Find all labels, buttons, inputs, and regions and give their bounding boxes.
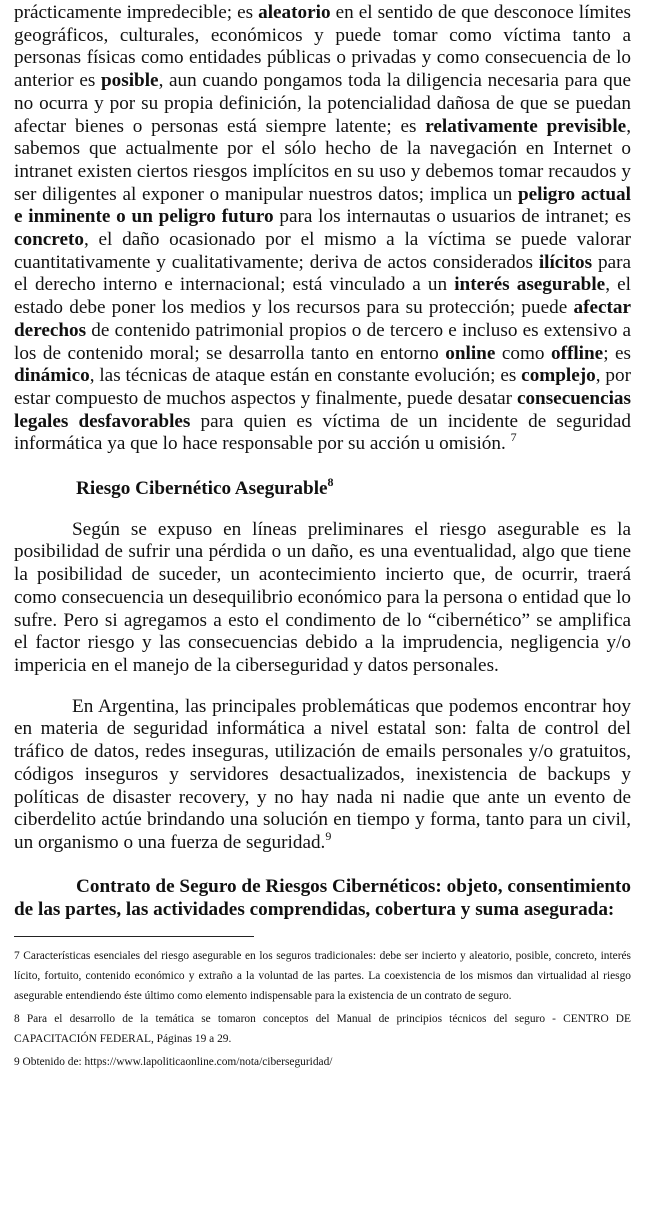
text-run: En Argentina, las principales problemáticas que podemos encontrar hoy en materia de seguridad informática a nivel estatal son: falta de control del tráfico de datos, redes inseguras, utilización de emails personales y/o gratuitos, códigos inseguros y servidores desactualizados, inexistencia de backups y políticas de disaster recovery, y no hay nada ni nadie que ante un evento de ciberdelito actúe brindando una solución en tiempo y forma, tanto para un civil, un organismo o una fuerza de seguridad.: [14, 695, 631, 853]
bold-term: offline: [550, 342, 604, 364]
text-run: para el derecho interno e internacional; está vinculado a un: [14, 251, 631, 296]
footnote-ref-7[interactable]: 7: [510, 430, 517, 445]
bold-term: ilícitos: [538, 251, 593, 273]
document-page: [14, 0, 631, 1072]
text-run: , aun cuando pongamos toda la diligencia necesaria para que no ocurra y por su propia definición, la potencialidad dañosa de que se puedan afectar bienes o personas está siempre latente; es: [14, 70, 631, 137]
paragraph-argentina-problems: [14, 696, 631, 855]
text-run: de contenido patrimonial propios o de tercero e incluso es extensivo a los de contenido moral; se desarrolla tanto en entorno: [14, 319, 631, 364]
footnote-ref-9[interactable]: 9: [325, 828, 332, 843]
bold-term: posible: [100, 70, 159, 92]
bold-term: peligro actual e inminente o un peligro futuro: [14, 183, 631, 228]
text-run: , por estar compuesto de muchos aspectos y finalmente, puede desatar: [14, 365, 631, 409]
text-run: para los internautas o usuarios de intranet; es: [273, 206, 632, 228]
footnote-7: 7 Características esenciales del riesgo asegurable en los seguros tradicionales: debe ser incierto y aleatorio, posible, concreto, interés lícito, fortuito, contenido económico y extraño a la voluntad de las partes. La coexistencia de los mismos dan virtualidad al riesgo asegurable entendiendo éste último como elemento indispensable para la existencia de un contrato de seguro.: [14, 949, 631, 1002]
footnote-ref-8[interactable]: 8: [327, 475, 334, 490]
bold-term: concreto: [14, 229, 84, 251]
bold-term: afectar derechos: [14, 297, 631, 341]
footnote-9: 9 Obtenido de: https://www.lapoliticaonline.com/nota/ciberseguridad/: [14, 1055, 333, 1068]
footnotes: [14, 946, 631, 1072]
bold-term: relativamente previsible: [425, 115, 627, 137]
text-run: , las técnicas de ataque están en constante evolución; es: [89, 365, 522, 387]
section-heading-contrato: Contrato de Seguro de Riesgos Cibernéticos: objeto, consentimiento de las partes, las actividades comprendidas, cobertura y suma asegurada:: [14, 875, 631, 920]
bold-term: consecuencias legales desfavorables: [14, 387, 631, 432]
footnote-separator: [14, 936, 254, 937]
bold-term: complejo: [521, 365, 596, 387]
paragraph-risk-characteristics: [14, 2, 631, 456]
text-run: como: [495, 342, 551, 364]
footnote-8: 8 Para el desarrollo de la temática se tomaron conceptos del Manual de principios técnicos del seguro - CENTRO DE CAPACITACIÓN FEDERAL, Páginas 19 a 29.: [14, 1012, 631, 1045]
text-run: prácticamente impredecible; es: [14, 2, 259, 23]
text-run: para quien es víctima de un incidente de seguridad informática ya que lo hace responsable por su acción u omisión.: [14, 410, 632, 455]
heading-text: Riesgo Cibernético Asegurable: [76, 478, 328, 500]
bold-term: dinámico: [14, 365, 90, 387]
section-heading-riesgo-asegurable: [14, 475, 631, 501]
paragraph-insurable-risk: Según se expuso en líneas preliminares el riesgo asegurable es la posibilidad de sufrir una pérdida o un daño, es una eventualidad, algo que tiene la posibilidad de suceder, un acontecimiento incierto que, de ocurrir, traerá como consecuencia un desequilibrio económico para la persona o entidad que lo sufre. Pero si agregamos a esto el condimento de lo “cibernético” se amplifica el factor riesgo y las consecuencias debido a la imprudencia, negligencia y/o impericia en el manejo de la ciberseguridad y datos personales.: [14, 518, 631, 676]
text-run: ; es: [603, 342, 631, 364]
bold-term: online: [445, 342, 496, 364]
text-run: , sabemos que actualmente por el sólo hecho de la navegación en Internet o intranet existen ciertos riesgos implícitos en su uso y debemos tomar recaudos y ser diligentes al exponer o manipular nuestros datos; implica un: [14, 115, 631, 205]
text-run: , el daño ocasionado por el mismo a la víctima se puede valorar cuantitativamente y cualitativamente; deriva de actos considerados: [14, 229, 631, 273]
bold-term: aleatorio: [258, 2, 331, 23]
text-run: , el estado debe poner los medios y los recursos para su protección; puede: [14, 274, 631, 319]
text-run: en el sentido de que desconoce límites geográficos, culturales, económicos y puede tomar como víctima tanto a personas físicas como entidades públicas o privadas y como consecuencia de lo anterior es: [14, 2, 632, 92]
bold-term: interés asegurable: [454, 274, 606, 296]
